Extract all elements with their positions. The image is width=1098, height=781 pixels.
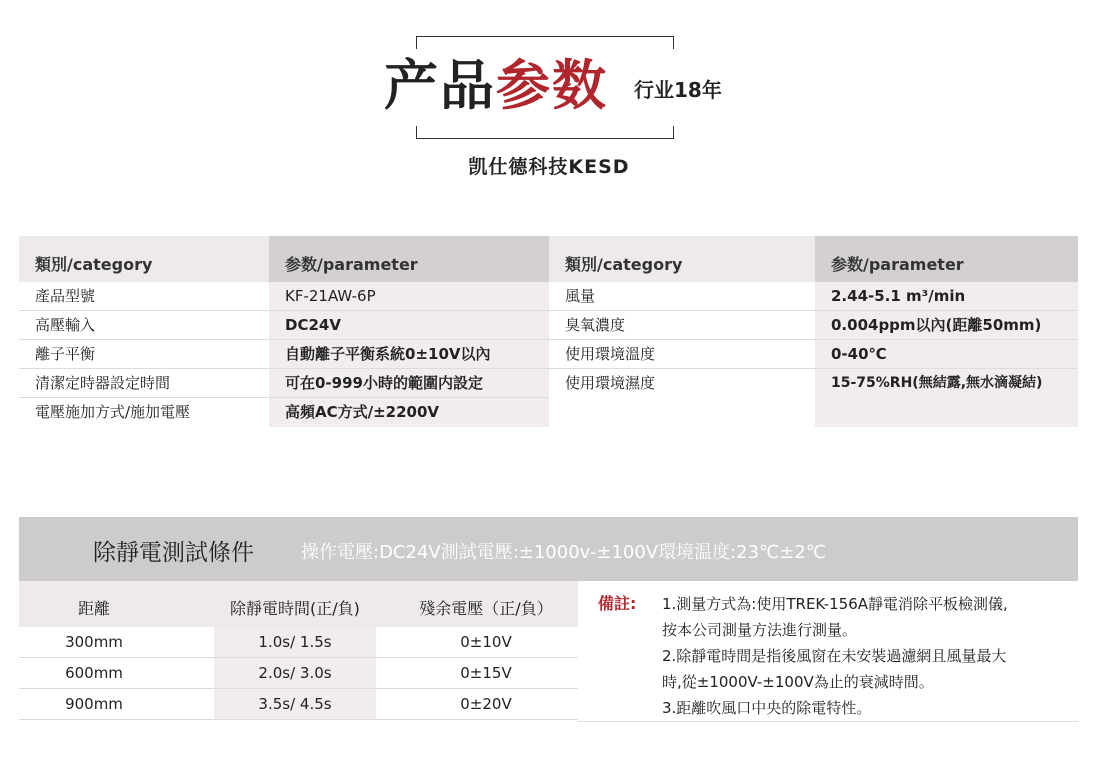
test-distance: 900mm — [65, 695, 123, 713]
header-bracket-bottom — [416, 126, 674, 139]
test-header-residual: 殘余電壓（正/負） — [419, 599, 553, 618]
param-value: 15-75%RH(無結露,無水滴凝結) — [831, 375, 1043, 391]
page-title-red: 参数 — [496, 54, 608, 117]
param-header: 類別/category — [19, 236, 269, 282]
test-header-time: 除靜電時間(正/負) — [230, 599, 360, 618]
param-category: 使用環境溫度 — [549, 340, 815, 369]
years-badge: 行业18年 — [630, 74, 726, 103]
test-conditions-banner — [19, 517, 1078, 581]
param-header: 参数/parameter — [815, 236, 1078, 282]
param-col-category-right — [549, 236, 815, 427]
param-header: 類別/category — [549, 236, 815, 282]
test-conditions-text: 操作電壓:DC24V測試電壓:±1000v-±100V環境温度:23℃±2℃ — [301, 542, 827, 563]
param-value: 高頻AC方式/±2200V — [285, 403, 440, 421]
notes-text — [662, 591, 1072, 721]
note-line: 2.除靜電時間是指後風窗在未安裝過濾網且風量最大 — [662, 647, 1007, 665]
test-results-table — [19, 581, 578, 720]
test-conditions-title: 除靜電測試條件 — [93, 540, 254, 566]
note-line: 時,從±1000V-±100V為止的衰減時間。 — [662, 673, 934, 691]
note-line: 按本公司測量方法進行測量。 — [662, 621, 858, 639]
notes-label: 備註: — [598, 594, 637, 613]
table-row — [19, 689, 578, 720]
param-col-value-left — [269, 236, 549, 427]
param-category: 高壓輸入 — [19, 311, 269, 340]
param-col-value-right — [815, 236, 1078, 427]
param-category: 臭氧濃度 — [549, 311, 815, 340]
param-value: DC24V — [269, 311, 549, 340]
header-bracket-top — [416, 36, 674, 49]
note-line: 3.距離吹風口中央的除電特性。 — [662, 699, 872, 717]
param-value: 2.44-5.1 m³/min — [815, 282, 1078, 311]
param-value: 自動離子平衡系統0±10V以內 — [269, 340, 549, 369]
param-value: 0-40℃ — [815, 340, 1078, 369]
notes-panel — [578, 581, 1078, 722]
param-category: 離子平衡 — [19, 340, 269, 369]
company-name: 凯仕德科技KESD — [468, 156, 630, 178]
test-table-header — [19, 581, 578, 627]
test-residual: 0±20V — [460, 695, 512, 713]
test-distance: 300mm — [65, 633, 123, 651]
test-time: 3.5s/ 4.5s — [258, 695, 332, 713]
param-header: 参数/parameter — [269, 236, 549, 282]
table-row — [19, 627, 578, 658]
param-category: 風量 — [549, 282, 815, 311]
test-header-distance: 距離 — [77, 599, 110, 618]
param-category: 使用環境濕度 — [565, 374, 656, 392]
test-residual: 0±15V — [460, 664, 512, 682]
test-time: 1.0s/ 1.5s — [258, 633, 332, 651]
note-line: 1.測量方式為:使用TREK-156A靜電消除平板檢測儀, — [662, 595, 1008, 613]
param-col-category-left — [19, 236, 269, 427]
param-category: 清潔定時器設定時間 — [19, 369, 269, 398]
test-time: 2.0s/ 3.0s — [258, 664, 332, 682]
param-value: KF-21AW-6P — [269, 282, 549, 311]
page-title-dark: 产品 — [384, 54, 496, 117]
param-category: 電壓施加方式/施加電壓 — [35, 403, 191, 421]
param-category: 產品型號 — [19, 282, 269, 311]
table-row — [19, 658, 578, 689]
param-value: 可在0-999小時的範圍内設定 — [269, 369, 549, 398]
test-residual: 0±10V — [460, 633, 512, 651]
test-distance: 600mm — [65, 664, 123, 682]
page-title — [380, 50, 612, 122]
param-value: 0.004ppm以內(距離50mm) — [815, 311, 1078, 340]
